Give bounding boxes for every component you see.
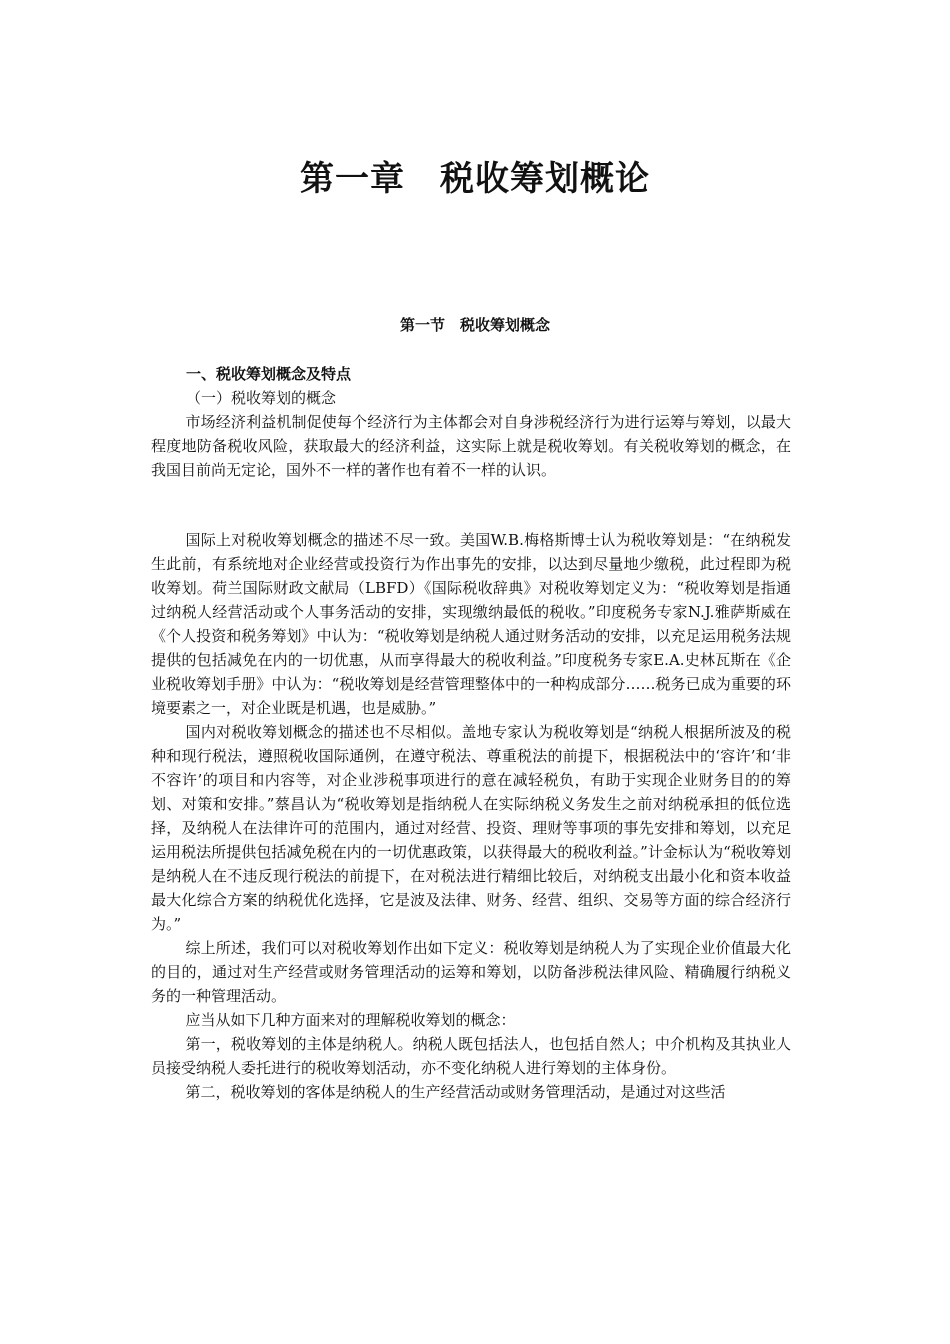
subsection-heading: 一、税收筹划概念及特点 xyxy=(186,365,352,383)
paragraph: 市场经济利益机制促使每个经济行为主体都会对自身涉税经济行为进行运筹与筹划，以最大程度地防备税收风险，获取最大的经济利益，这实际上就是税收筹划。有关税收筹划的概念，在我国目前尚无定论，国外不一样的著作也有着不一样的认识。 xyxy=(151,413,791,479)
section-title: 第一节 税收筹划概念 xyxy=(399,316,550,334)
paragraph: 第二，税收筹划的客体是纳税人的生产经营活动或财务管理活动，是通过对这些活 xyxy=(185,1083,726,1101)
intro-paragraph-block xyxy=(151,410,791,482)
paragraph: 国际上对税收筹划概念的描述不尽一致。美国W.B.梅格斯博士认为税收筹划是：“在纳税发生此前，有系统地对企业经营或投资行为作出事先的安排，以达到尽量地少缴税，此过程即为税收筹划。荷兰国际财政文献局（LBFD）《国际税收辞典》对税收筹划定义为：“税收筹划是指通过纳税人经营活动或个人事务活动的安排，实现缴纳最低的税收。”印度税务专家N.J.雅萨斯威在《个人投资和税务筹划》中认为：“税收筹划是纳税人通过财务活动的安排，以充足运用税务法规提供的包括减免在内的一切优惠，从而享得最大的税收利益。”印度税务专家E.A.史林瓦斯在《企业税收筹划手册》中认为：“税收筹划是经营管理整体中的一种构成部分……税务已成为重要的环境要素之一，对企业既是机遇，也是威胁。” xyxy=(151,531,791,717)
definition-paragraph-block xyxy=(151,528,791,1104)
chapter-title: 第一章 税收筹划概论 xyxy=(300,159,650,199)
paragraph: 综上所述，我们可以对税收筹划作出如下定义：税收筹划是纳税人为了实现企业价值最大化的目的，通过对生产经营或财务管理活动的运筹和筹划，以防备涉税法律风险、精确履行纳税义务的一种管理活动。 xyxy=(151,939,791,1005)
paragraph: 国内对税收筹划概念的描述也不尽相似。盖地专家认为税收筹划是“纳税人根据所波及的税种和现行税法，遵照税收国际通例，在遵守税法、尊重税法的前提下，根据税法中的‘容许’和‘非不容许’的项目和内容等，对企业涉税事项进行的意在减轻税负，有助于实现企业财务目的的筹划、对策和安排。”蔡昌认为“税收筹划是指纳税人在实际纳税义务发生之前对纳税承担的低位选择，及纳税人在法律许可的范围内，通过对经营、投资、理财等事项的事先安排和筹划，以充足运用税法所提供包括减免税在内的一切优惠政策，以获得最大的税收利益。”计金标认为“税收筹划是纳税人在不违反现行税法的前提下，在对税法进行精细比较后，对纳税支出最小化和资本收益最大化综合方案的纳税优化选择，它是波及法律、财务、经营、组织、交易等方面的综合经济行为。” xyxy=(151,723,791,933)
paragraph: 应当从如下几种方面来对的理解税收筹划的概念： xyxy=(185,1011,516,1029)
paragraph: 第一，税收筹划的主体是纳税人。纳税人既包括法人，也包括自然人；中介机构及其执业人员接受纳税人委托进行的税收筹划活动，亦不变化纳税人进行筹划的主体身份。 xyxy=(151,1035,791,1077)
sub-subsection-heading: （一）税收筹划的概念 xyxy=(186,389,337,407)
